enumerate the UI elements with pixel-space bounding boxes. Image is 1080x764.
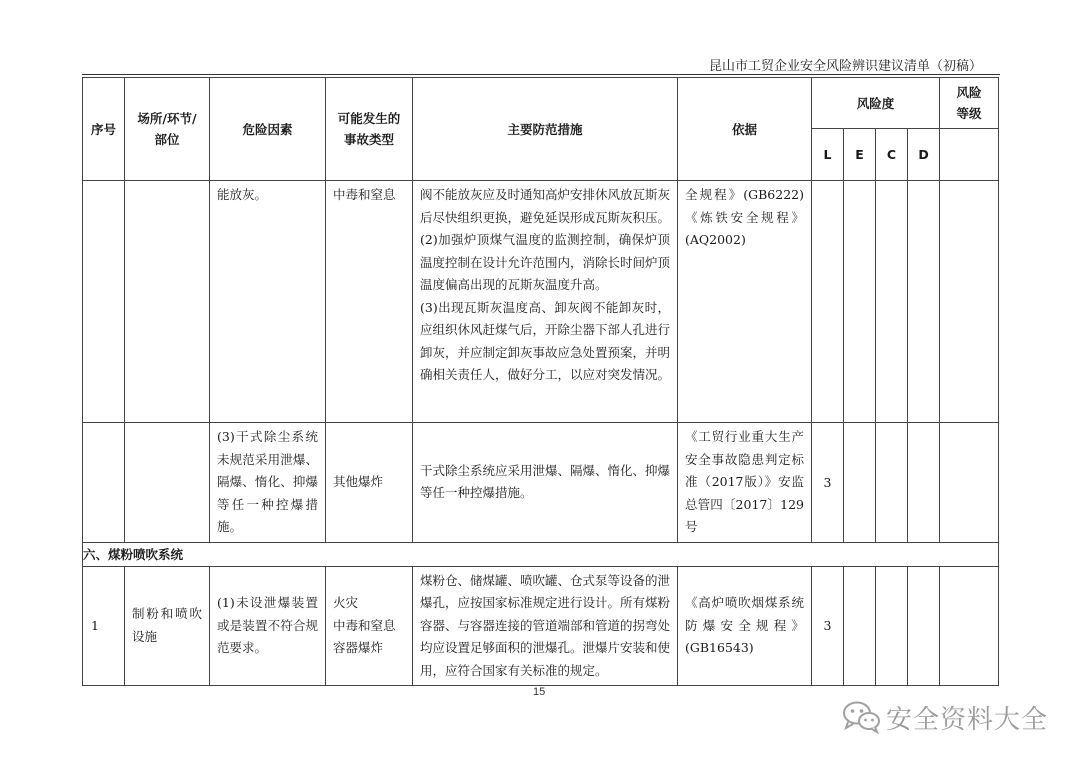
header-risk-level: 风险等级: [940, 78, 999, 129]
cell-D: [908, 181, 940, 423]
cell-accident: 中毒和窒息: [326, 181, 413, 423]
header-accident: 可能发生的事故类型: [326, 78, 413, 181]
header-level-blank: [940, 129, 999, 181]
header-basis: 依据: [678, 78, 812, 181]
wechat-icon: [842, 700, 882, 734]
cell-basis: 《工贸行业重大生产安全事故隐患判定标准（2017版）》安监总管四〔2017〕129号: [678, 423, 812, 543]
cell-basis: 《高炉喷吹烟煤系统防爆安全规程》(GB16543): [678, 566, 812, 686]
cell-hazard: (3)干式除尘系统未规范采用泄爆、隔爆、惰化、抑爆等任一种控爆措施。: [210, 423, 326, 543]
header-measures: 主要防范措施: [413, 78, 678, 181]
watermark-text: 安全资料大全: [886, 704, 1049, 735]
cell-accident: 火灾 中毒和窒息 容器爆炸: [326, 566, 413, 686]
header-place: 场所/环节/部位: [125, 78, 210, 181]
cell-basis: 全规程》(GB6222)《炼铁安全规程》(AQ2002): [678, 181, 812, 423]
cell-hazard: 能放灰。: [210, 181, 326, 423]
page-number: 15: [533, 686, 546, 698]
table-row: [83, 181, 999, 423]
cell-measures: 阀不能放灰应及时通知高炉安排休风放瓦斯灰后尽快组织更换，避免延误形成瓦斯灰积压。 (2)加强炉顶煤气温度的监测控制，确保炉顶温度控制在设计允许范围内，消除长时间炉顶温度偏高出现的瓦斯灰温度升高。 (3)出现瓦斯灰温度高、卸灰阀不能卸灰时，应组织休风赶煤气后，开除尘器下部人孔进行卸灰，并应制定卸灰事故应急处置预案，并明确相关责任人，做好分工，以应对突发情况。: [413, 181, 678, 423]
cell-measures: 干式除尘系统应采用泄爆、隔爆、惰化、抑爆等任一种控爆措施。: [413, 423, 678, 543]
cell-E: [844, 181, 876, 423]
watermark: [842, 697, 1048, 737]
header-L: L: [812, 129, 844, 181]
cell-seq: [83, 181, 125, 423]
cell-E: [844, 566, 876, 686]
section-heading-row: [83, 542, 999, 566]
cell-C: [876, 181, 908, 423]
cell-seq: [83, 423, 125, 543]
header-seq: 序号: [83, 78, 125, 181]
cell-measures: 煤粉仓、储煤罐、喷吹罐、仓式泵等设备的泄爆孔，应按国家标准规定进行设计。所有煤粉容器、与容器连接的管道端部和管道的拐弯处均应设置足够面积的泄爆孔。泄爆片安装和使用，应符合国家有关标准的规定。: [413, 566, 678, 686]
cell-C: [876, 423, 908, 543]
header-E: E: [844, 129, 876, 181]
table-row: [83, 566, 999, 686]
header-C: C: [876, 129, 908, 181]
cell-L: 3: [812, 423, 844, 543]
running-title: 昆山市工贸企业安全风险辨识建议清单（初稿）: [708, 59, 982, 74]
cell-place: 制粉和喷吹设施: [125, 566, 210, 686]
cell-L: [812, 181, 844, 423]
cell-E: [844, 423, 876, 543]
cell-level: [940, 181, 999, 423]
cell-place: [125, 181, 210, 423]
cell-level: [940, 423, 999, 543]
risk-table: [82, 77, 999, 686]
header-D: D: [908, 129, 940, 181]
cell-place: [125, 423, 210, 543]
header-rule: [82, 74, 1000, 75]
section-title: 六、煤粉喷吹系统: [83, 542, 999, 566]
cell-accident: 其他爆炸: [326, 423, 413, 543]
cell-seq: 1: [83, 566, 125, 686]
cell-C: [876, 566, 908, 686]
cell-D: [908, 423, 940, 543]
cell-hazard: (1)未设泄爆装置或是装置不符合规范要求。: [210, 566, 326, 686]
header-hazard: 危险因素: [210, 78, 326, 181]
table-row: [83, 423, 999, 543]
cell-D: [908, 566, 940, 686]
header-risk-degree: 风险度: [812, 78, 940, 129]
cell-L: 3: [812, 566, 844, 686]
cell-level: [940, 566, 999, 686]
